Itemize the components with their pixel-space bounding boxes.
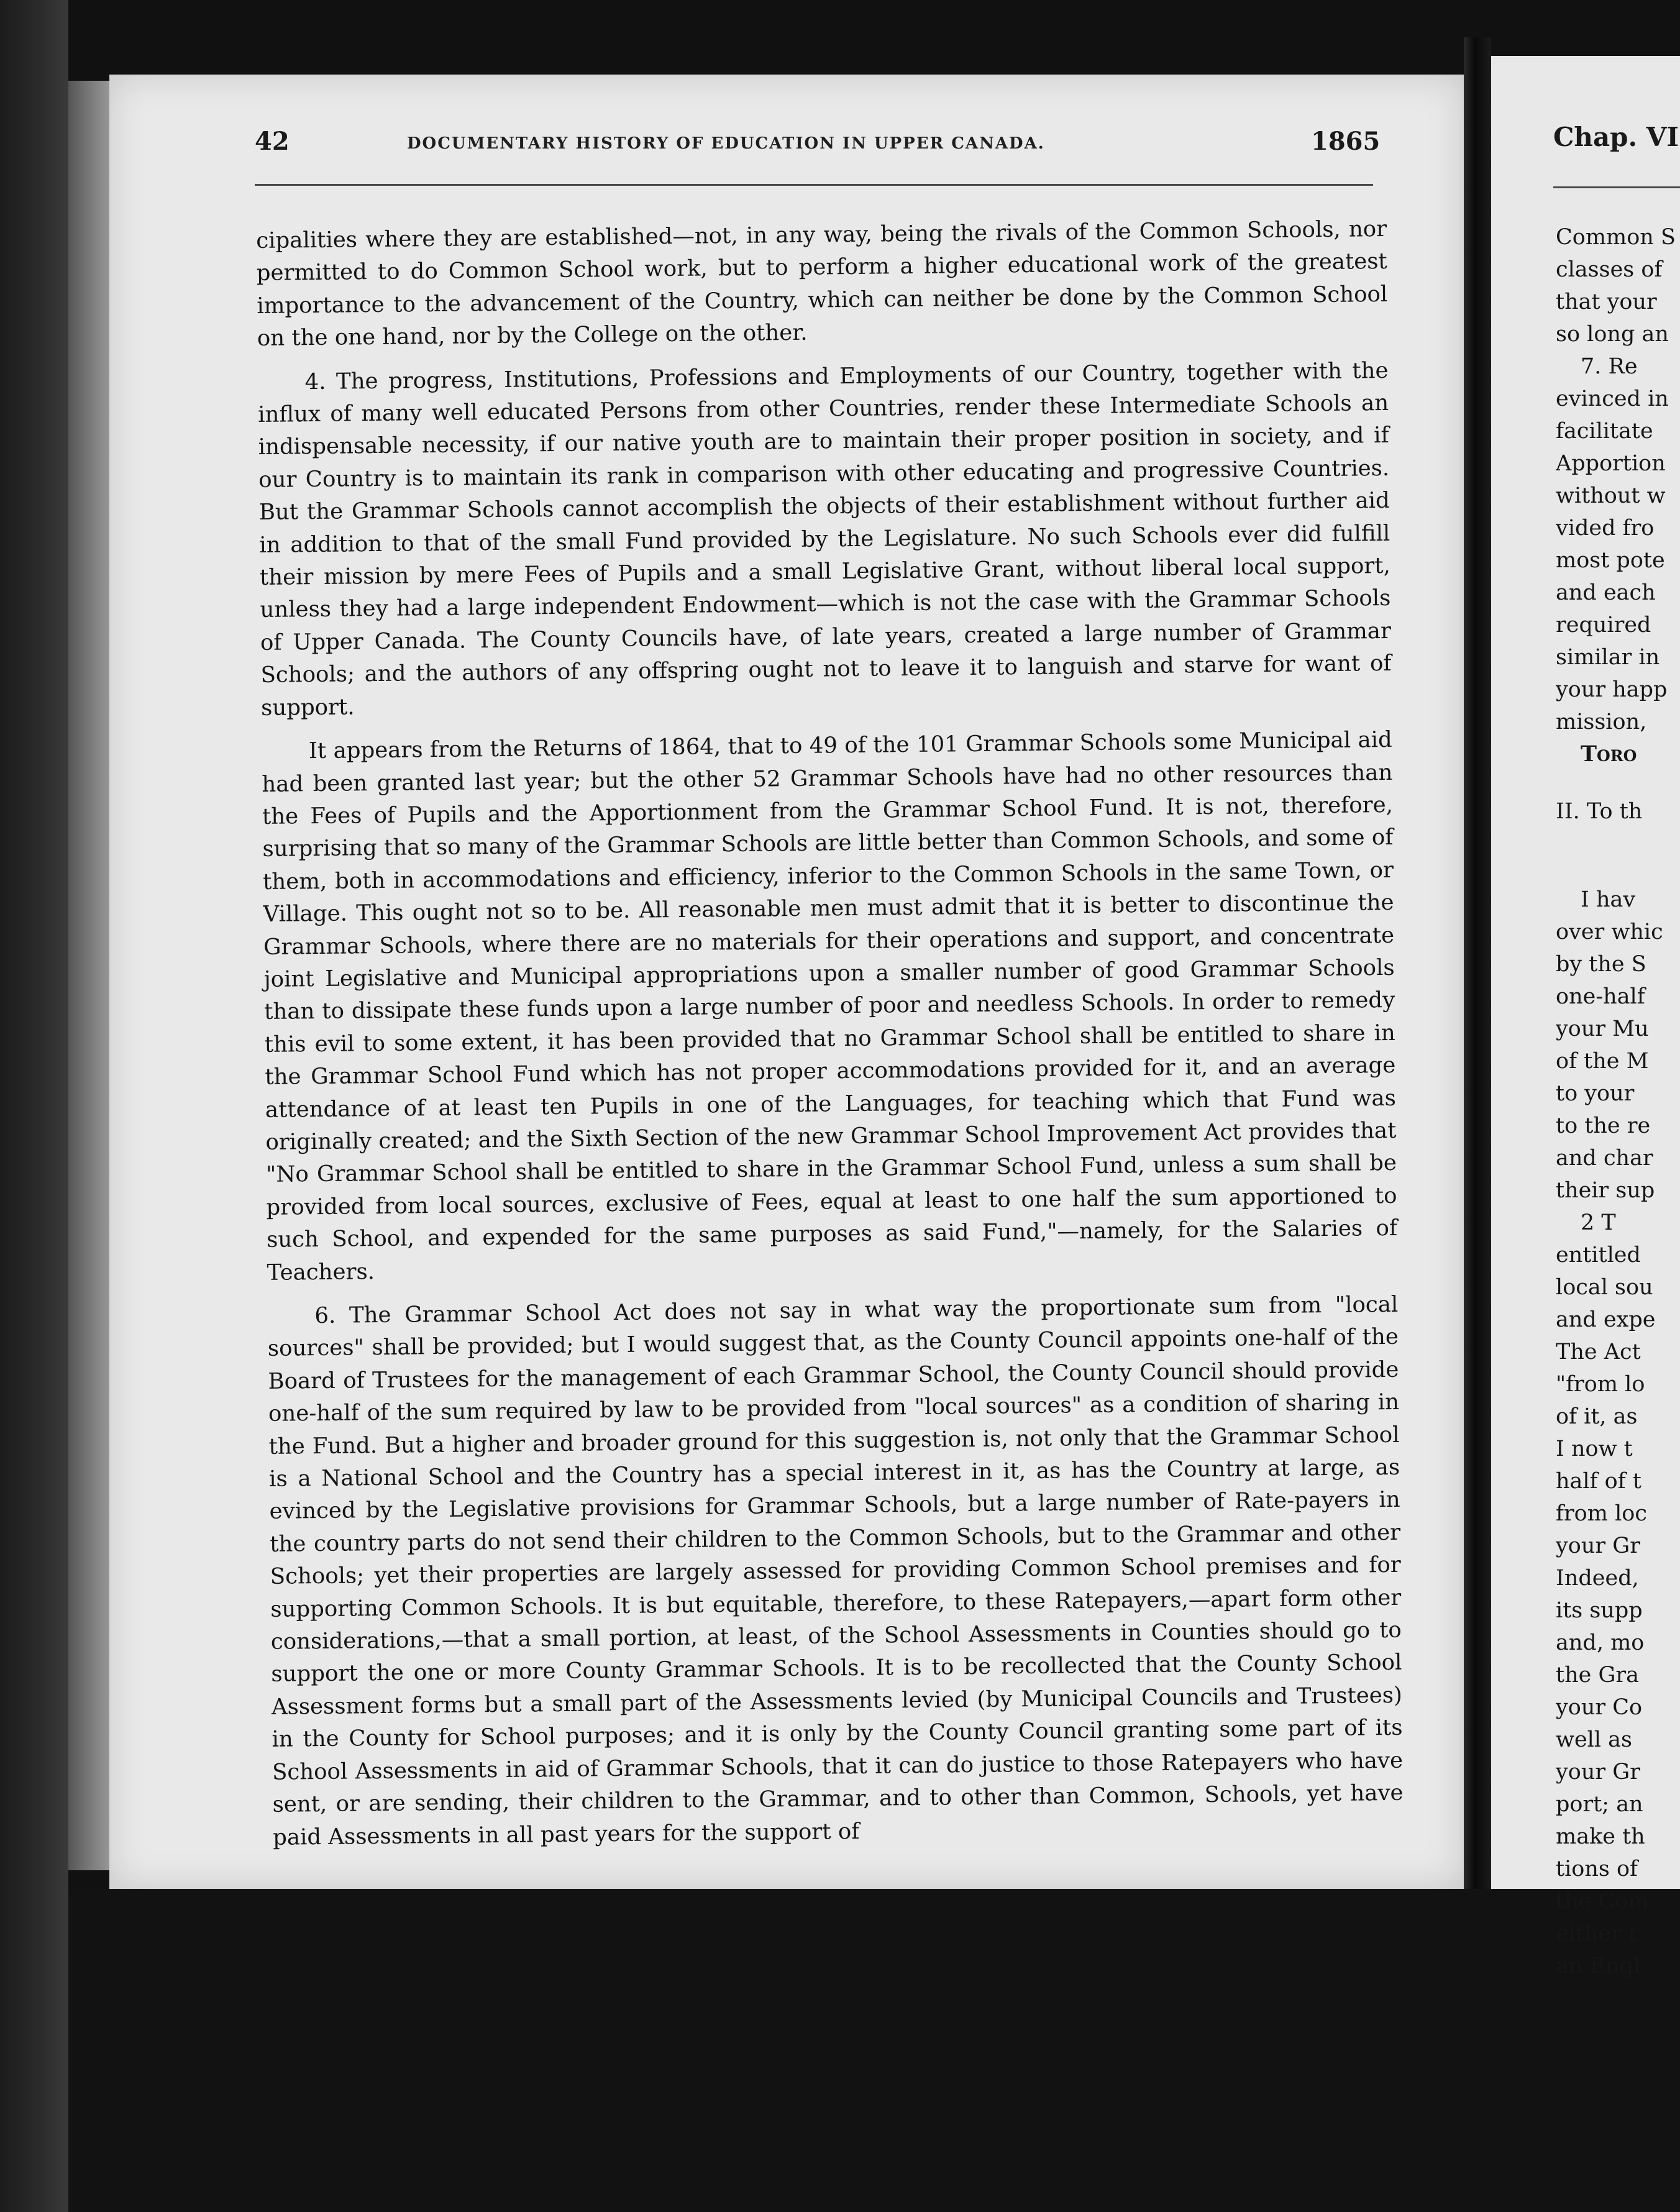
right-line: your Gr: [1556, 1760, 1640, 1785]
right-line: Toro: [1581, 741, 1637, 767]
body-text: [256, 213, 1404, 1854]
right-line: the Gra: [1556, 1663, 1640, 1688]
right-line: your Co: [1556, 1695, 1643, 1720]
right-line: Common S: [1556, 225, 1676, 250]
right-line: vided fro: [1556, 516, 1655, 541]
right-line: and each: [1556, 580, 1656, 605]
right-line: II. To th: [1556, 799, 1643, 824]
right-line: and, mo: [1556, 1630, 1645, 1655]
right-line: classes of: [1556, 257, 1663, 282]
left-edge-shadow: [0, 0, 68, 2212]
paragraph: cipalities where they are established—not, in any way, being the rivals of the Common Schools, nor permitted to do Common School work, but to perform a higher educational work of the greatest importance to the advancement of the Country, which can neither be done by the Common School on the one hand, nor by the College on the other.: [256, 216, 1388, 352]
right-line: well as: [1556, 1727, 1633, 1752]
spacer: [1556, 828, 1680, 884]
right-line: and expe: [1556, 1307, 1656, 1332]
right-line: 2 T: [1581, 1210, 1616, 1235]
right-line: an Engl: [1556, 1954, 1641, 1978]
right-line: its supp: [1556, 1598, 1643, 1623]
right-line: the Com: [1556, 1889, 1649, 1914]
right-line: evinced in: [1556, 386, 1669, 411]
spacer: [1556, 770, 1680, 795]
right-line: Apportion: [1556, 451, 1666, 476]
paragraph: 4. The progress, Institutions, Professions and Employments of our Country, together with the influx of many well educated Persons from other Countries, render these Intermediate Schools an indispensable necessity, if our native youth are to maintain their proper position in society, and if our Country is to maintain its rank in comparison with other educating and progressive Countries. But the Grammar Schools cannot accomplish the objects of their establishment without further aid in addition to that of the small Fund provided by the Legislature. No such Schools ever did fulfill their mission by mere Fees of Pupils and a small Legislative Grant, without liberal local support, unless they had a large independent Endowment—which is not the case with the Grammar Schools of Upper Canada. The County Councils have, of late years, created a large number of Grammar Schools; and the authors of any offspring ought not to leave it to languish and starve for want of support.: [257, 357, 1392, 721]
right-line: your Gr: [1556, 1533, 1640, 1558]
right-line: facilitate: [1556, 419, 1653, 444]
right-line: Indeed,: [1556, 1566, 1639, 1591]
right-header-rule: [1553, 186, 1680, 188]
right-line: most pote: [1556, 548, 1665, 573]
right-line: I now t: [1556, 1437, 1633, 1461]
right-line: your happ: [1556, 677, 1668, 702]
right-line: by the S: [1556, 952, 1646, 977]
right-line: of it, as: [1556, 1404, 1638, 1429]
right-line: half of t: [1556, 1469, 1641, 1494]
page-number: 42: [255, 127, 290, 156]
right-line: The Act: [1556, 1340, 1641, 1364]
right-page-text: [1556, 221, 1680, 1982]
right-line: either t: [1556, 1921, 1638, 1946]
header-rule: [255, 184, 1373, 186]
paragraph: 6. The Grammar School Act does not say in what way the proportionate sum from "local sources" shall be provided; but I would suggest that, as the County Council appoints one-half of the Board of Trustees for the management of each Grammar School, the County Council should provide one-half of the sum required by law to be provided from "local sources" as a condition of sharing in the Fund. But a higher and broader ground for this suggestion is, not only that the Grammar School is a National School and the Country has a special interest in it, as has the Country at large, as evinced by the Legislative provisions for Grammar Schools, but a large number of Rate-payers in the country parts do not send their children to the Common Schools, but to the Grammar and other Schools; yet their properties are largely assessed for providing Common School premises and for supporting Common Schools. It is but equitable, therefore, to these Ratepayers,—apart form other considerations,—that a small portion, at least, of the School Assessments in Counties should go to support the one or more County Grammar Schools. It is to be recollected that the County School Assessment forms but a small part of the Assessments levied (by Municipal Councils and Trustees) in the County for School purposes; and it is only by the County Council granting some part of its School Assessments in aid of Grammar Schools, that it can do justice to those Ratepayers who have sent, or are sending, their children to the Grammar, and to other than Common, Schools, yet have paid Assessments in all past years for the support of: [267, 1291, 1404, 1850]
binding-strip: [68, 81, 112, 1870]
right-line: and char: [1556, 1146, 1653, 1171]
right-line: over whic: [1556, 920, 1663, 944]
page-gutter: [1464, 37, 1491, 1939]
right-line: 7. Re: [1581, 354, 1638, 379]
right-line: your Mu: [1556, 1017, 1649, 1041]
right-line: port; an: [1556, 1792, 1643, 1817]
right-line: so long an: [1556, 322, 1669, 347]
right-line: entitled: [1556, 1243, 1641, 1268]
running-title: DOCUMENTARY HISTORY OF EDUCATION IN UPPER CANADA.: [407, 134, 1045, 153]
right-line: of the M: [1556, 1049, 1649, 1074]
right-line: required: [1556, 613, 1651, 638]
bottom-shadow: [68, 1889, 1680, 2212]
right-line: make th: [1556, 1824, 1645, 1849]
right-line: without w: [1556, 483, 1666, 508]
right-line: mission,: [1556, 710, 1647, 734]
right-line: tions of: [1556, 1857, 1638, 1881]
right-line: I hav: [1581, 887, 1636, 912]
right-page-header: Chap. VI: [1553, 122, 1679, 152]
paragraph: It appears from the Returns of 1864, that to 49 of the 101 Grammar Schools some Municipal aid had been granted last year; but the other 52 Grammar Schools have had no other resources than the Fees of Pupils and the Apportionment from the Grammar School Fund. It is not, therefore, surprising that so many of the Grammar Schools are little better than Common Schools, and some of them, both in accommodations and efficiency, inferior to the Common Schools in the same Town, or Village. This ought not so to be. All reasonable men must admit that it is better to discontinue the Grammar Schools, where there are no materials for their operations and support, and concentrate joint Legislative and Municipal appropriations upon a smaller number of good Grammar Schools than to dissipate these funds upon a large number of poor and needless Schools. In order to remedy this evil to some extent, it has been provided that no Grammar School shall be entitled to share in the Grammar School Fund which has not proper accommodations provided for it, and an average attendance of at least ten Pupils in one of the Languages, for teaching which that Fund was originally created; and the Sixth Section of the new Grammar School Improvement Act provides that "No Grammar School shall be entitled to share in the Grammar School Fund, unless a sum shall be provided from local sources, exclusive of Fees, equal at least to one half the sum apportioned to such School, and expended for the same purposes as said Fund,"—namely, for the Salaries of Teachers.: [262, 726, 1398, 1286]
right-line: local sou: [1556, 1275, 1653, 1300]
right-line: their sup: [1556, 1178, 1655, 1203]
right-line: to the re: [1556, 1113, 1651, 1138]
running-header: [255, 127, 1381, 164]
right-line: one-half: [1556, 984, 1645, 1009]
right-line: that your: [1556, 290, 1657, 314]
right-line: to your: [1556, 1081, 1635, 1106]
running-year: 1865: [1311, 127, 1381, 156]
right-line: similar in: [1556, 645, 1660, 670]
right-line: "from lo: [1556, 1372, 1645, 1397]
right-line: from loc: [1556, 1501, 1647, 1526]
